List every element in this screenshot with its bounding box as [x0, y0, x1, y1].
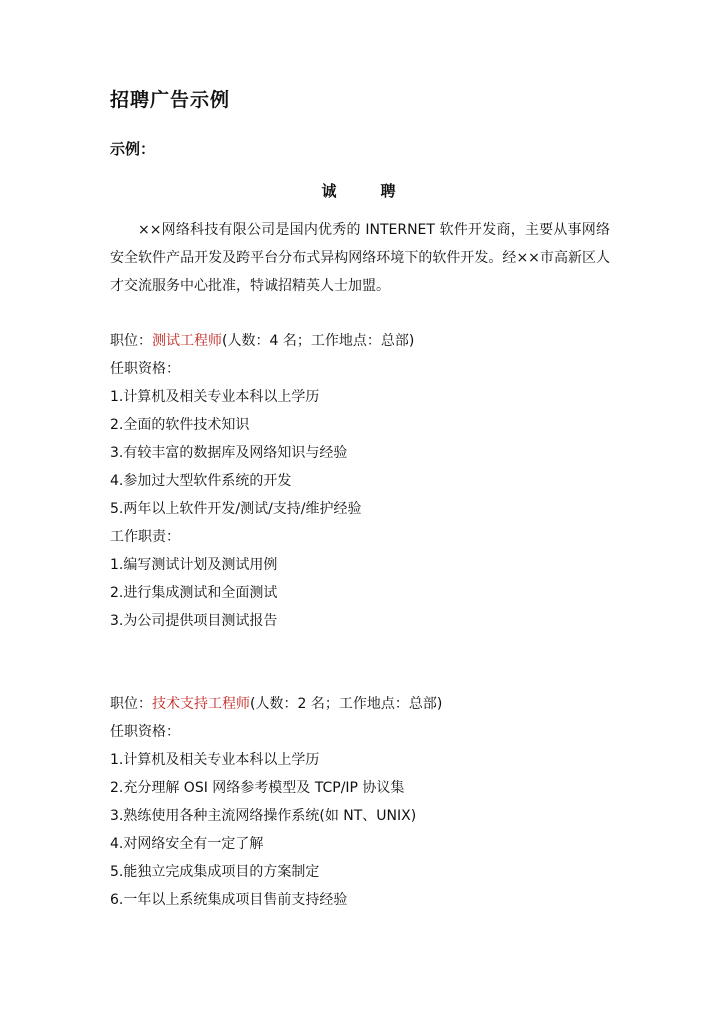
qualification-item: 2.充分理解 OSI 网络参考模型及 TCP/IP 协议集 [110, 780, 405, 796]
qualification-item: 4.参加过大型软件系统的开发 [110, 473, 292, 489]
qualifications-label: 任职资格： [110, 724, 180, 740]
qualification-item: 5.两年以上软件开发/测试/支持/维护经验 [110, 501, 362, 517]
position-section-tech-support [110, 690, 630, 914]
duty-item: 1.编写测试计划及测试用例 [110, 557, 278, 573]
position-name: 技术支持工程师 [152, 696, 250, 712]
qualification-item: 6.一年以上系统集成项目售前支持经验 [110, 892, 348, 908]
qualification-item: 1.计算机及相关专业本科以上学历 [110, 389, 320, 405]
company-intro-paragraph: ××网络科技有限公司是国内优秀的 INTERNET 软件开发商，主要从事网络安全软件产品开发及跨平台分布式异构网络环境下的软件开发。经××市高新区人才交流服务中心批准，特诚招精英人士加盟。 [110, 222, 610, 294]
document-title: 招聘广告示例 [110, 89, 231, 111]
heading-char-1: 诚 [321, 182, 337, 200]
example-label: 示例： [110, 140, 156, 158]
duty-item: 2.进行集成测试和全面测试 [110, 585, 278, 601]
position-label: 职位： [110, 696, 152, 712]
position-line [110, 690, 630, 718]
qualification-item: 3.有较丰富的数据库及网络知识与经验 [110, 445, 348, 461]
heading-char-2: 聘 [380, 182, 396, 200]
position-label: 职位： [110, 333, 152, 349]
position-detail: (人数：2 名；工作地点：总部) [250, 696, 443, 712]
qualification-item: 3.熟练使用各种主流网络操作系统(如 NT、UNIX) [110, 808, 417, 824]
position-line [110, 327, 630, 355]
qualification-item: 5.能独立完成集成项目的方案制定 [110, 864, 320, 880]
position-name: 测试工程师 [152, 333, 222, 349]
position-detail: (人数：4 名；工作地点：总部) [222, 333, 415, 349]
qualification-item: 1.计算机及相关专业本科以上学历 [110, 752, 320, 768]
qualification-item: 2.全面的软件技术知识 [110, 417, 250, 433]
qualifications-label: 任职资格： [110, 361, 180, 377]
duties-label: 工作职责： [110, 529, 180, 545]
recruitment-heading [0, 180, 717, 201]
qualification-item: 4.对网络安全有一定了解 [110, 836, 264, 852]
duty-item: 3.为公司提供项目测试报告 [110, 613, 278, 629]
position-section-tester [110, 327, 630, 635]
